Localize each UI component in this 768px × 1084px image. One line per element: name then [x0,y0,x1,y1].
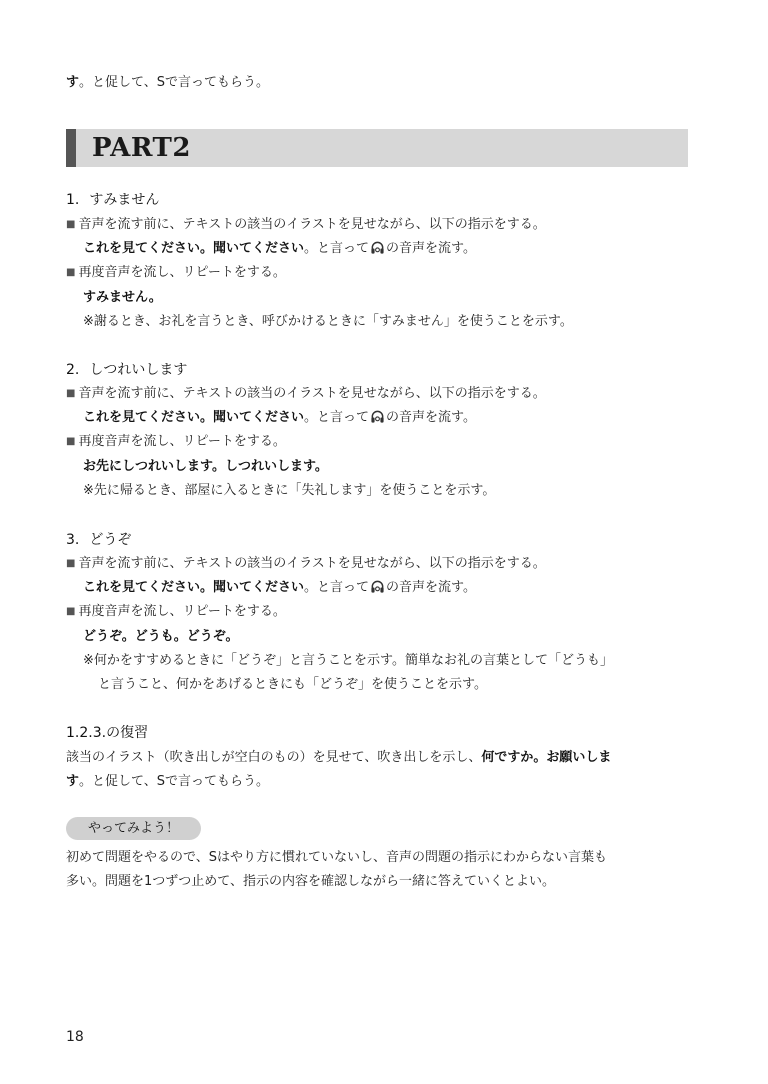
instruction-bold-1: これを見てください。 [83,580,214,595]
section-2-number: 2. [66,362,80,378]
section-2-bullet-1: ■ 音声を流す前に、テキストの該当のイラストを見せながら、以下の指示をする。 [66,385,546,403]
headphone-icon [370,240,385,261]
instruction-bold-2: 聞いてください [213,241,305,256]
section-1-bullet-2: ■ 再度音声を流し、リピートをする。 [66,264,286,282]
review-line-2 [66,773,269,791]
carryover-line [66,74,269,92]
section-2-heading [66,361,187,379]
try-it-line-2: 多い。問題を1つずつ止めて、指示の内容を確認しながら一緒に答えていくとよい。 [66,874,556,889]
review-line-2-text: 。と促して、Sで言ってもらう。 [79,774,270,789]
section-3-title: どうぞ [89,532,132,548]
instruction-text-2: の音声を流す。 [386,241,477,256]
instruction-text-2: の音声を流す。 [386,410,477,425]
section-2-title: しつれいします [89,362,188,378]
section-1-heading [66,191,159,209]
section-1-note: ※謝るとき、お礼を言うとき、呼びかけるときに「すみません」を使うことを示す。 [83,314,573,329]
instruction-text-2: の音声を流す。 [386,580,477,595]
section-1-instruction [83,240,476,261]
review-heading: 1.2.3.の復習 [66,725,149,741]
section-2-bullet-2: ■ 再度音声を流し、リピートをする。 [66,433,286,451]
part-title: PART2 [92,133,191,163]
phrase-bold: お先にしつれいします。しつれいします。 [83,459,328,474]
section-3-note-line-2: と言うこと、何かをあげるときにも「どうぞ」を使うことを示す。 [98,677,487,692]
headphone-icon [370,579,385,600]
page-number: 18 [66,1029,84,1045]
section-1-bullet-1: ■ 音声を流す前に、テキストの該当のイラストを見せながら、以下の指示をする。 [66,216,546,234]
review-line-1-text: 該当のイラスト（吹き出しが空白のもの）を見せて、吹き出しを示し、 [66,750,482,765]
section-2-phrase [83,458,328,476]
carryover-bold: す [66,75,80,90]
section-3-bullet-1: ■ 音声を流す前に、テキストの該当のイラストを見せながら、以下の指示をする。 [66,555,546,573]
review-line-2-bold: す [66,774,80,789]
instruction-bold-1: これを見てください。 [83,241,214,256]
section-2-note: ※先に帰るとき、部屋に入るときに「失礼します」を使うことを示す。 [83,483,496,498]
section-3-phrase [83,628,238,646]
section-3-number: 3. [66,532,80,548]
review-line-1-bold: 何ですか。お願いしま [481,750,612,765]
instruction-bold-1: これを見てください。 [83,410,214,425]
section-3-bullet-2: ■ 再度音声を流し、リピートをする。 [66,603,286,621]
instruction-bold-2: 聞いてください [213,410,305,425]
instruction-text-1: 。と言って [304,241,370,256]
section-1-phrase [83,289,162,307]
instruction-text-1: 。と言って [304,580,370,595]
carryover-text: 。と促して、Sで言ってもらう。 [79,75,270,90]
part-header-bar [66,129,688,167]
section-3-instruction [83,579,476,600]
review-line-1 [66,749,611,767]
section-2-instruction [83,409,476,430]
instruction-bold-2: 聞いてください [213,580,305,595]
section-1-title: すみません [89,192,160,208]
section-3-note-line-1: ※何かをすすめるときに「どうぞ」と言うことを示す。簡単なお礼の言葉として「どうも」 [83,653,613,668]
try-it-label: やってみよう！ [66,817,201,840]
instruction-text-1: 。と言って [304,410,370,425]
headphone-icon [370,409,385,430]
phrase-bold: すみません。 [83,290,162,305]
try-it-line-1: 初めて問題をやるので、Sはやり方に慣れていないし、音声の問題の指示にわからない言葉も [66,850,607,865]
section-1-number: 1. [66,192,80,208]
section-3-heading [66,531,131,549]
phrase-bold: どうぞ。どうも。どうぞ。 [83,629,239,644]
